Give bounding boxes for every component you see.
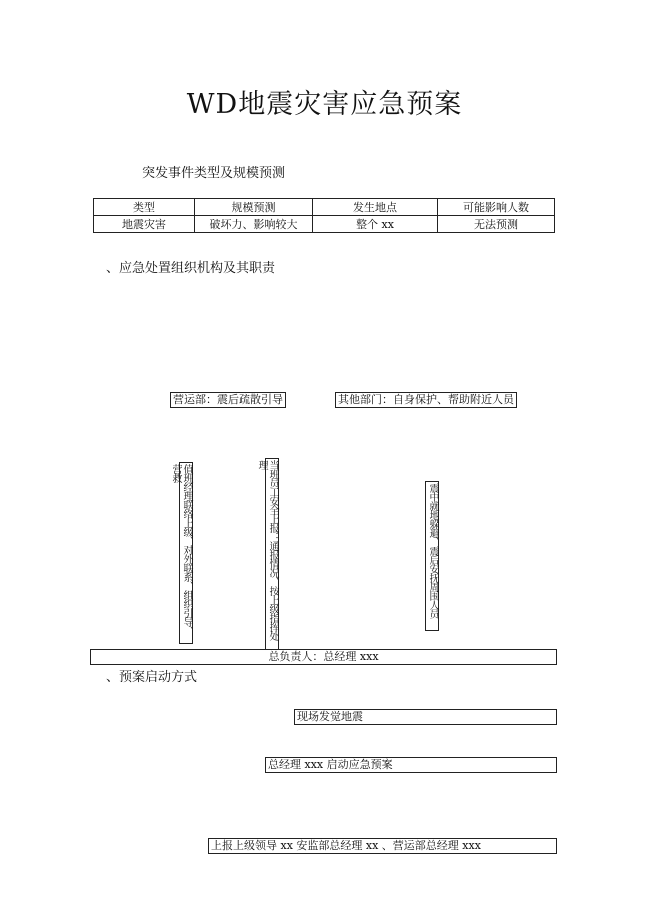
table-header-cell: 发生地点 [313,199,438,216]
section-heading-launch: 、预案启动方式 [106,670,198,685]
table-cell: 地震灾害 [94,216,195,233]
table-header-cell: 类型 [94,199,195,216]
launch-step-detect: 现场发觉地震 [294,709,557,725]
ops-department-box: 营运部：震后疏散引导 [170,392,286,408]
chief-responsible-box: 总负责人：总经理 xxx [90,649,557,665]
duty-manager-box: 值班经理联络上级、对外联系、组织引导、营救 [179,462,193,644]
other-departments-box: 其他部门：自身保护、帮助附近人员 [335,392,517,408]
table-cell: 无法预测 [438,216,555,233]
launch-step-activate: 总经理 xxx 启动应急预案 [265,757,557,773]
customer-safety-box: 震中就地躲避、震后安抚周围人员 [425,481,439,631]
section-heading-organization: 、应急处置组织机构及其职责 [106,261,276,276]
event-table [93,198,555,233]
table-cell: 整个 xx [313,216,438,233]
on-duty-staff-box: 当班员工安全上报：通报情况、按上级指挥处理 [265,458,279,650]
table-header-row [94,199,555,216]
launch-step-report: 上报上级领导 xx 安监部总经理 xx 、营运部总经理 xxx [208,838,557,854]
table-cell: 破坏力、影响较大 [195,216,313,233]
page-title: WD地震灾害应急预案 [186,89,463,120]
table-header-cell: 可能影响人数 [438,199,555,216]
table-row [94,216,555,233]
table-header-cell: 规模预测 [195,199,313,216]
section-heading-event-types: 突发事件类型及规模预测 [142,166,286,181]
